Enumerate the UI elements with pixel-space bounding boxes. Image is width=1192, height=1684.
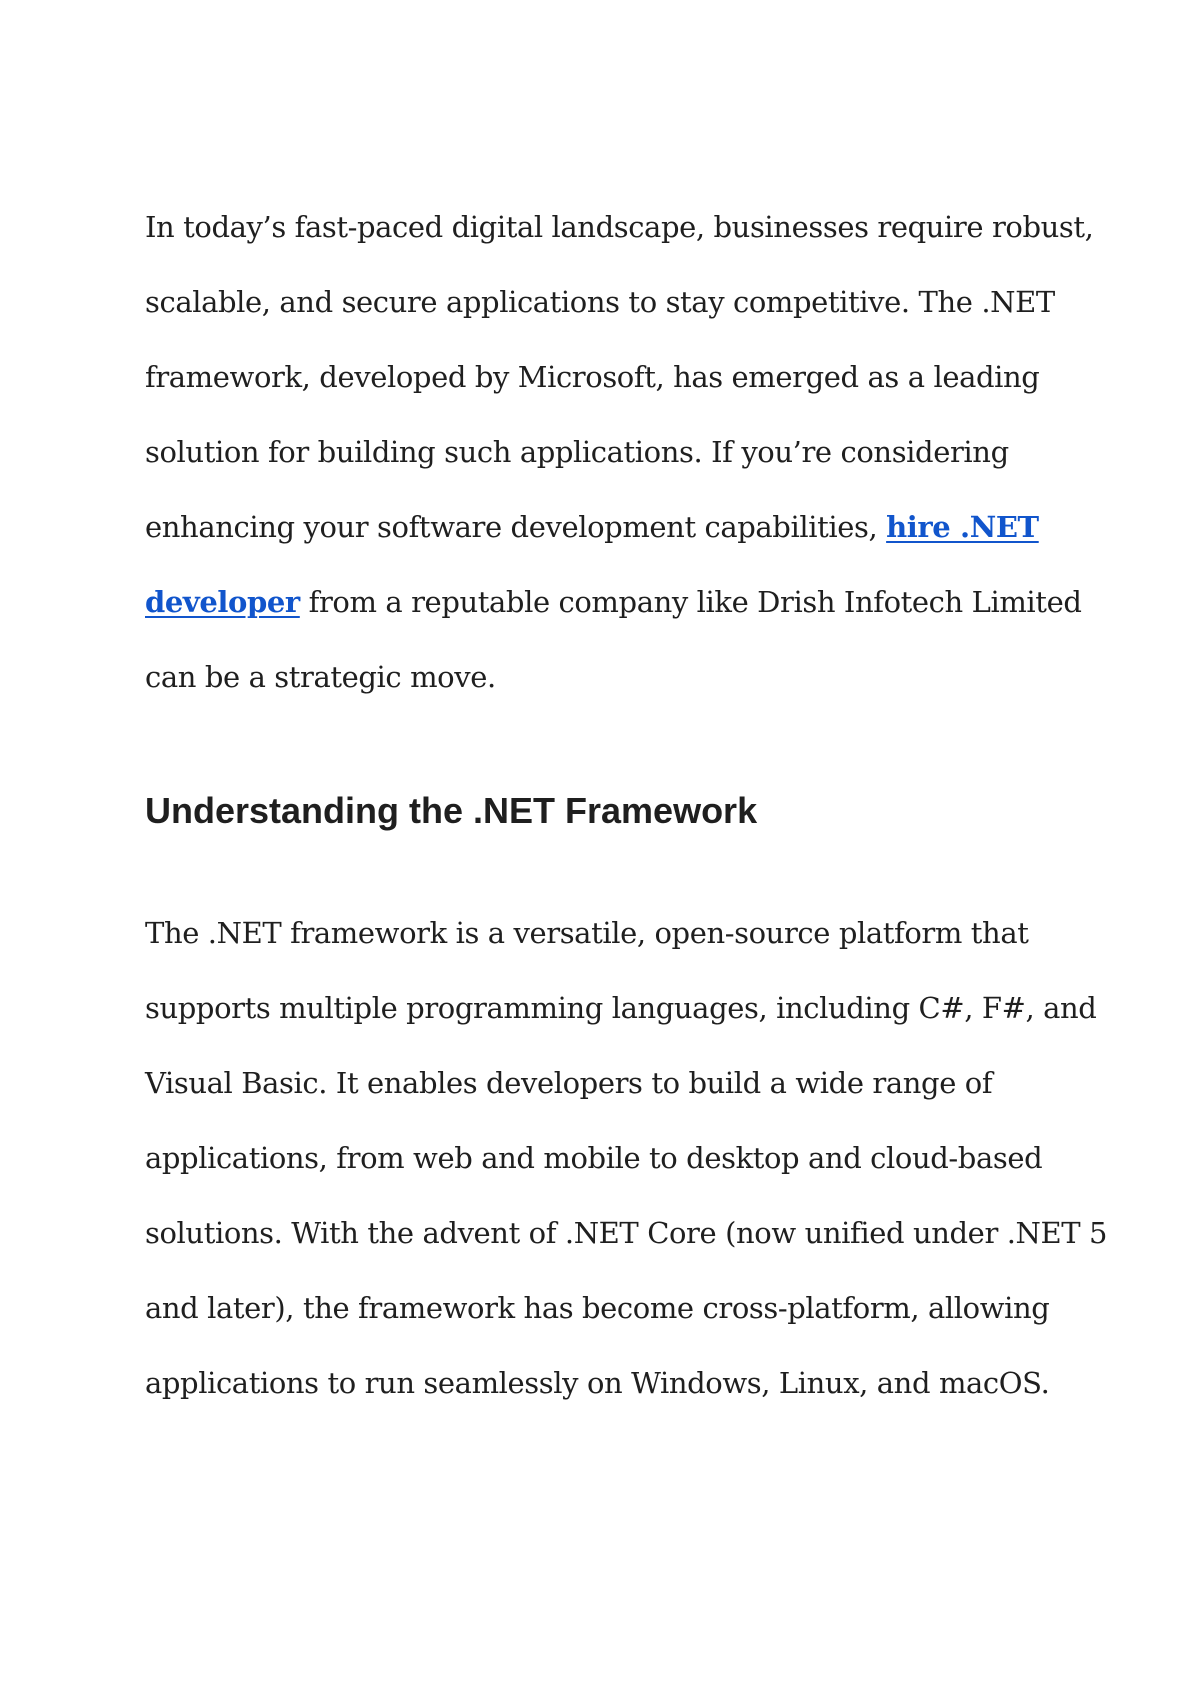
paragraph-line: framework, developed by Microsoft, has emerged as a leading	[145, 360, 1040, 394]
paragraph-line: supports multiple programming languages, including C#, F#, and	[145, 991, 1097, 1025]
paragraph-line: solution for building such applications. If you’re considering	[145, 435, 1009, 469]
document-content	[145, 190, 1108, 1400]
paragraph-line: and later), the framework has become cross-platform, allowing	[145, 1291, 1050, 1325]
paragraph-line: In today’s fast-paced digital landscape, businesses require robust,	[145, 210, 1094, 244]
paragraph-line: can be a strategic move.	[145, 660, 496, 694]
paragraph-line	[145, 490, 1060, 565]
paragraph-text: enhancing your software development capabilities,	[145, 510, 887, 544]
paragraph-line: Visual Basic. It enables developers to build a wide range of	[145, 1066, 993, 1100]
paragraph-line: applications to run seamlessly on Windows, Linux, and macOS.	[145, 1366, 1050, 1400]
intro-paragraph	[145, 190, 1094, 715]
hire-net-developer-link-continued[interactable]: developer	[145, 585, 300, 619]
paragraph-line: scalable, and secure applications to stay competitive. The .NET	[145, 285, 1055, 319]
section-heading: Understanding the .NET Framework	[145, 790, 758, 831]
hire-net-developer-link[interactable]: hire .NET	[886, 510, 1039, 544]
paragraph-line	[145, 565, 1082, 640]
paragraph-line: The .NET framework is a versatile, open-source platform that	[145, 916, 1029, 950]
paragraph-line: applications, from web and mobile to desktop and cloud-based	[145, 1141, 1043, 1175]
framework-paragraph	[145, 896, 1107, 1421]
paragraph-line: solutions. With the advent of .NET Core (now unified under .NET 5	[145, 1216, 1108, 1250]
paragraph-text: from a reputable company like Drish Infotech Limited	[299, 585, 1082, 619]
